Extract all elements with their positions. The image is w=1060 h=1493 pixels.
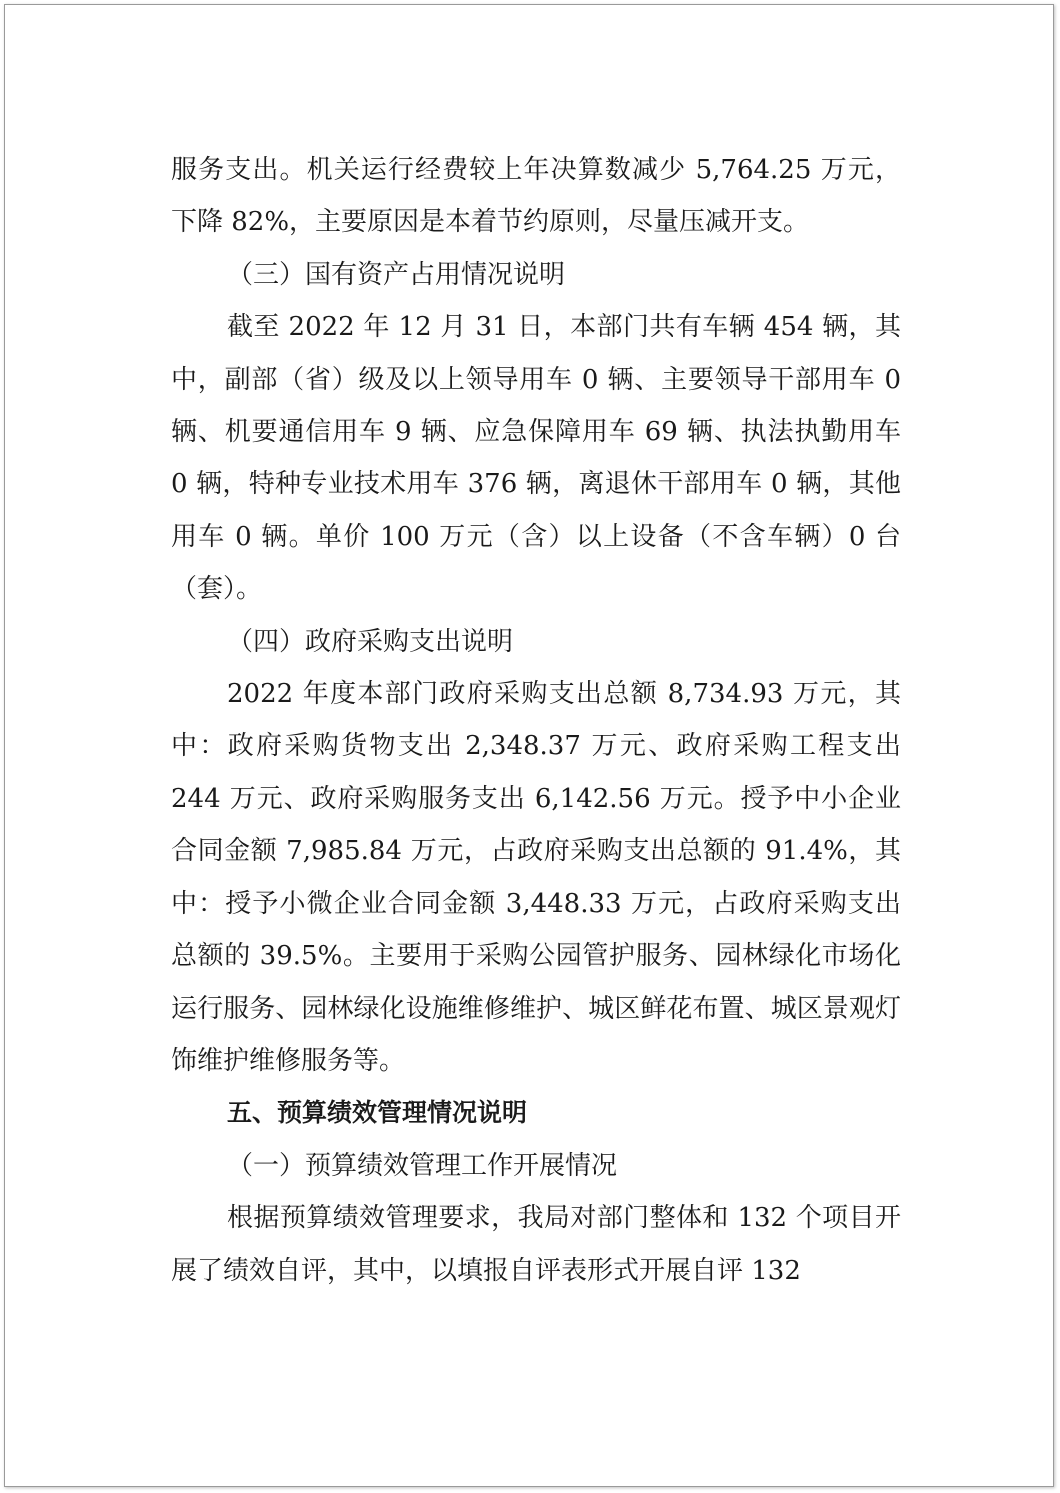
subheading-government-procurement: （四）政府采购支出说明 [227,626,514,657]
heading-budget-performance: 五、预算绩效管理情况说明 [227,1098,528,1128]
paragraph-vehicles: 截至 2022 年 12 月 31 日，本部门共有车辆 454 辆，其中，副部（省）级及以上领导用车 0 辆、主要领导干部用车 0 辆、机要通信用车 9 辆、应急保障用车 69 辆、执法执勤用车 0 辆，特种专业技术用车 376 辆，离退休干部用车 0 辆，其他用车 0 辆。单价 100 万元（含）以上设备（不含车辆）0 台（套）。 [171,312,901,605]
document-body [171,144,901,1297]
paragraph-machine-operating-costs: 服务支出。机关运行经费较上年决算数减少 5,764.25 万元，下降 82%，主要原因是本着节约原则，尽量压减开支。 [171,155,901,238]
paragraph-self-evaluation: 根据预算绩效管理要求，我局对部门整体和 132 个项目开展了绩效自评，其中，以填报自评表形式开展自评 132 [171,1203,901,1286]
paragraph-procurement: 2022 年度本部门政府采购支出总额 8,734.93 万元，其中：政府采购货物支出 2,348.37 万元、政府采购工程支出 244 万元、政府采购服务支出 6,142.56 万元。授予中小企业合同金额 7,985.84 万元，占政府采购支出总额的 91.4%，其中：授予小微企业合同金额 3,448.33 万元，占政府采购支出总额的 39.5%。主要用于采购公园管护服务、园林绿化市场化运行服务、园林绿化设施维修维护、城区鲜花布置、城区景观灯饰维护维修服务等。 [171,679,901,1076]
subheading-performance-work: （一）预算绩效管理工作开展情况 [227,1150,618,1181]
subheading-state-assets: （三）国有资产占用情况说明 [227,259,566,290]
document-page [4,4,1054,1487]
